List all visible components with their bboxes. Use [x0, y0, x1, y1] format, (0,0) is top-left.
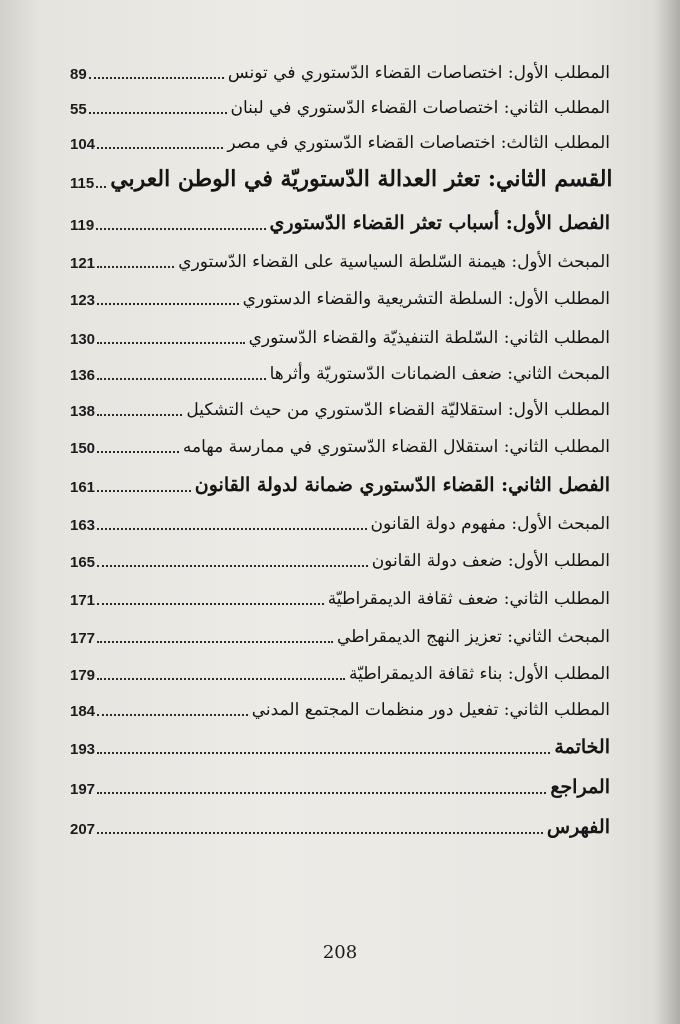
toc-page-number: 104: [70, 136, 96, 153]
toc-entry: [70, 464, 610, 498]
toc-page-number: 161: [70, 479, 96, 496]
toc-entry-title: المطلب الثاني: استقلال القضاء الدّستوري في ممارسة مهامه: [182, 437, 610, 457]
dot-leader: [97, 831, 543, 834]
toc-page-number: 89: [70, 66, 87, 83]
toc-entry-title: الفصل الثاني: القضاء الدّستوري ضمانة لدولة القانون: [194, 474, 610, 496]
toc-entry: [70, 86, 610, 120]
toc-entry: [70, 425, 610, 459]
dot-leader: [97, 602, 324, 605]
toc-page-number: 177: [70, 630, 96, 647]
dot-leader: [97, 146, 223, 149]
toc-entry-title: المطلب الثالث: اختصاصات القضاء الدّستوري في مصر: [227, 133, 610, 153]
toc-entry-title: المطلب الثاني: ضعف ثقافة الديمقراطيّة: [327, 589, 610, 609]
toc-page-number: 55: [70, 101, 87, 118]
dot-leader: [97, 341, 245, 344]
toc-page-number: 179: [70, 667, 96, 684]
toc-entry: [70, 388, 610, 422]
toc-entry: [70, 688, 610, 722]
toc-entry-title: المطلب الأول: استقلاليّة القضاء الدّستوري من حيث التشكيل: [186, 400, 610, 420]
toc-entry-title: المطلب الأول: السلطة التشريعية والقضاء الدستوري: [242, 289, 610, 309]
toc-entry-title: القسم الثاني: تعثر العدالة الدّستوريّة في الوطن العربي: [110, 166, 613, 192]
toc-entry-title: المطلب الأول: ضعف دولة القانون: [371, 551, 610, 571]
dot-leader: [97, 265, 174, 268]
toc-entry-title: المراجع: [550, 776, 610, 798]
toc-entry-title: الفهرس: [546, 816, 610, 838]
toc-entry: [70, 160, 613, 194]
toc-entry: [70, 316, 610, 350]
toc-page-number: 121: [70, 255, 96, 272]
toc-page-number: 165: [70, 554, 96, 571]
toc-page-number: 197: [70, 781, 96, 798]
toc-page-number: 193: [70, 741, 96, 758]
toc-entry: [70, 352, 610, 386]
toc-entry: [70, 615, 610, 649]
dot-leader: [97, 377, 266, 380]
toc-entry: [70, 726, 610, 760]
toc-entry-title: المطلب الأول: بناء ثقافة الديمقراطيّة: [349, 664, 610, 684]
toc-entry-title: الفصل الأول: أسباب تعثر القضاء الدّستوري: [269, 212, 610, 234]
toc-entry: [70, 806, 610, 840]
toc-entry: [70, 502, 610, 536]
dot-leader: [97, 677, 345, 680]
toc-entry-title: الخاتمة: [554, 736, 610, 758]
toc-entry: [70, 577, 610, 611]
toc-entry: [70, 766, 610, 800]
toc-page-number: 184: [70, 703, 96, 720]
page-number: 208: [322, 942, 358, 963]
toc-entry: [70, 277, 610, 311]
toc-page-number: 123: [70, 292, 96, 309]
toc-page-number: 130: [70, 331, 96, 348]
dot-leader: [97, 791, 546, 794]
toc-entry-title: المطلب الثاني: تفعيل دور منظمات المجتمع المدني: [251, 700, 610, 720]
dot-leader: [89, 76, 224, 79]
dot-leader: [97, 302, 239, 305]
toc-entry: [70, 539, 610, 573]
dot-leader: [89, 111, 227, 114]
toc-entry-title: المبحث الثاني: ضعف الضمانات الدّستوريّة وأثرها: [269, 364, 610, 384]
toc-entry-title: المطلب الثاني: اختصاصات القضاء الدّستوري في لبنان: [230, 98, 610, 118]
toc-page-number: 207: [70, 821, 96, 838]
dot-leader: [97, 564, 368, 567]
toc-page-number: 115: [70, 175, 95, 192]
toc-entry-title: المطلب الأول: اختصاصات القضاء الدّستوري في تونس: [227, 63, 610, 83]
dot-leader: [97, 640, 333, 643]
toc-entry-title: المبحث الثاني: تعزيز النهج الديمقراطي: [336, 627, 610, 647]
toc-entry: [70, 652, 610, 686]
toc-entry: [70, 202, 610, 236]
toc-entry-title: المبحث الأول: هيمنة السّلطة السياسية على القضاء الدّستوري: [178, 252, 610, 272]
dot-leader: [97, 450, 179, 453]
toc-page-number: 171: [70, 592, 96, 609]
toc-page-number: 136: [70, 367, 96, 384]
dot-leader: [97, 489, 191, 492]
toc-page-number: 150: [70, 440, 96, 457]
toc-entry-title: المطلب الثاني: السّلطة التنفيذيّة والقضاء الدّستوري: [248, 328, 610, 348]
toc-entry: [70, 51, 610, 85]
toc-entry: [70, 121, 610, 155]
toc-page-number: 119: [70, 217, 95, 234]
toc-page-number: 138: [70, 403, 96, 420]
toc-page-number: 163: [70, 517, 96, 534]
toc-entry-title: المبحث الأول: مفهوم دولة القانون: [370, 514, 610, 534]
toc-entry: [70, 240, 610, 274]
dot-leader: [96, 227, 265, 230]
dot-leader: [97, 751, 550, 754]
dot-leader: [96, 185, 106, 188]
dot-leader: [97, 527, 367, 530]
dot-leader: [97, 713, 248, 716]
dot-leader: [97, 413, 182, 416]
